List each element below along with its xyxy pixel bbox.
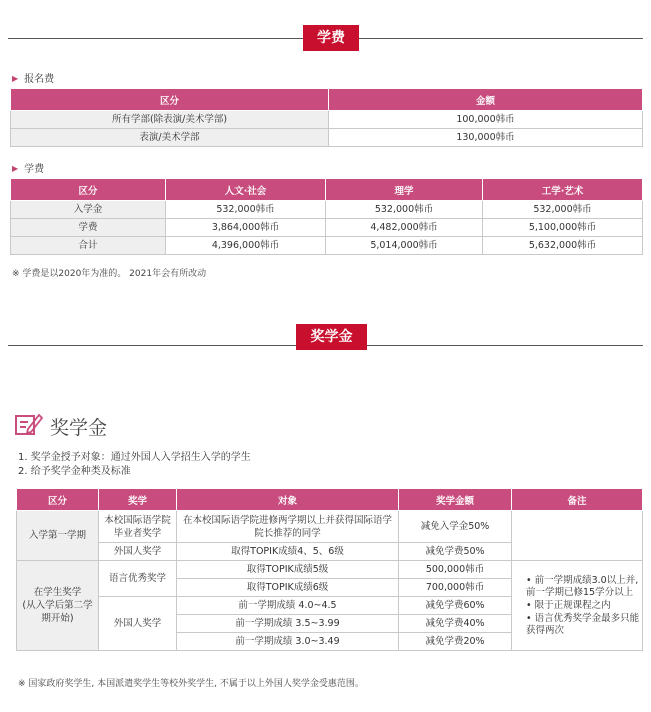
amount-cell: 700,000韩币 (399, 579, 512, 597)
table-row (17, 511, 643, 543)
category-cell: 入学第一学期 (17, 511, 99, 561)
table-row (11, 219, 643, 237)
scholarship-type-cell: 语言优秀奖学 (99, 561, 177, 597)
target-cell: 取得TOPIK成绩5级 (177, 561, 399, 579)
table-cell: 5,632,000韩币 (483, 237, 643, 255)
table-row (11, 201, 643, 219)
scholarship-note: ※ 国家政府奖学生, 本国派遣奖学生等校外奖学生, 不属于以上外国人奖学金受惠范围。 (18, 679, 364, 689)
remark-item: • 限于正规课程之内 (526, 599, 611, 611)
registration-fee-table (10, 88, 643, 147)
table-cell: 5,014,000韩币 (326, 237, 483, 255)
table-cell: 100,000韩币 (329, 111, 643, 129)
table-header: 对象 (177, 489, 399, 511)
table-row (11, 111, 643, 129)
table-cell: 入学金 (11, 201, 166, 219)
table-cell: 4,396,000韩币 (166, 237, 326, 255)
tuition-note: ※ 学费是以2020年为准的。 2021年会有所改动 (12, 269, 207, 279)
table-header: 工学·艺术 (483, 179, 643, 201)
table-header: 区分 (17, 489, 99, 511)
amount-cell: 减免学费60% (399, 597, 512, 615)
table-header: 奖学金额 (399, 489, 512, 511)
table-cell: 合计 (11, 237, 166, 255)
table-header: 区分 (11, 89, 329, 111)
category-cell: 在学生奖学 (从入学后第二学 期开始) (17, 561, 99, 651)
table-row (11, 237, 643, 255)
triangle-bullet-icon: ▶ (12, 74, 19, 83)
target-cell: 前一学期成绩 3.0~3.49 (177, 633, 399, 651)
triangle-bullet-icon: ▶ (12, 164, 19, 173)
table-cell: 表演/美术学部 (11, 129, 329, 147)
target-cell: 取得TOPIK成绩6级 (177, 579, 399, 597)
target-cell: 前一学期成绩 3.5~3.99 (177, 615, 399, 633)
amount-cell: 减免入学金50% (399, 511, 512, 543)
table-cell: 学费 (11, 219, 166, 237)
target-cell: 前一学期成绩 4.0~4.5 (177, 597, 399, 615)
scholarship-type-cell: 本校国际语学院毕业者奖学 (99, 511, 177, 543)
scholarship-heading (14, 411, 107, 441)
remarks-cell (512, 561, 643, 651)
tuition-table (10, 178, 643, 255)
scholarship-type-cell: 外国人奖学 (99, 597, 177, 651)
table-row (17, 561, 643, 579)
amount-cell: 减免学费40% (399, 615, 512, 633)
remark-item: • 语言优秀奖学金最多只能获得两次 (526, 612, 640, 636)
target-cell: 取得TOPIK成绩4、5、6级 (177, 543, 399, 561)
intro-line: 1. 奖学金授予对象：通过外国人入学招生入学的学生 (18, 452, 251, 463)
table-header: 奖学 (99, 489, 177, 511)
amount-cell: 减免学费50% (399, 543, 512, 561)
amount-cell: 减免学费20% (399, 633, 512, 651)
remark-item: • 前一学期成绩3.0以上并, 前一学期已修15学分以上 (526, 574, 639, 598)
target-cell: 在本校国际语学院进修两学期以上并获得国际语学院长推荐的同学 (177, 511, 399, 543)
section-badge-tuition: 学费 (303, 25, 359, 51)
section-badge-scholarship: 奖学金 (296, 324, 367, 350)
table-cell: 4,482,000韩币 (326, 219, 483, 237)
table-header: 人文·社会 (166, 179, 326, 201)
table-header: 备注 (512, 489, 643, 511)
table-cell: 所有学部(除表演/美术学部) (11, 111, 329, 129)
edit-document-icon (14, 411, 44, 441)
table-header: 金额 (329, 89, 643, 111)
table-cell: 532,000韩币 (166, 201, 326, 219)
scholarship-table (16, 488, 643, 651)
table-cell: 130,000韩币 (329, 129, 643, 147)
table-cell: 5,100,000韩币 (483, 219, 643, 237)
table-cell: 532,000韩币 (326, 201, 483, 219)
remarks-cell (512, 511, 643, 561)
registration-label: ▶ 报名费 (12, 74, 55, 85)
amount-cell: 500,000韩币 (399, 561, 512, 579)
table-cell: 532,000韩币 (483, 201, 643, 219)
table-row (11, 129, 643, 147)
scholarship-intro (18, 451, 251, 479)
table-header: 理学 (326, 179, 483, 201)
scholarship-title: 奖学金 (50, 416, 108, 439)
tuition-label: ▶ 学费 (12, 164, 45, 175)
intro-line: 2. 给予奖学金种类及标准 (18, 466, 131, 477)
scholarship-type-cell: 外国人奖学 (99, 543, 177, 561)
table-cell: 3,864,000韩币 (166, 219, 326, 237)
table-header: 区分 (11, 179, 166, 201)
